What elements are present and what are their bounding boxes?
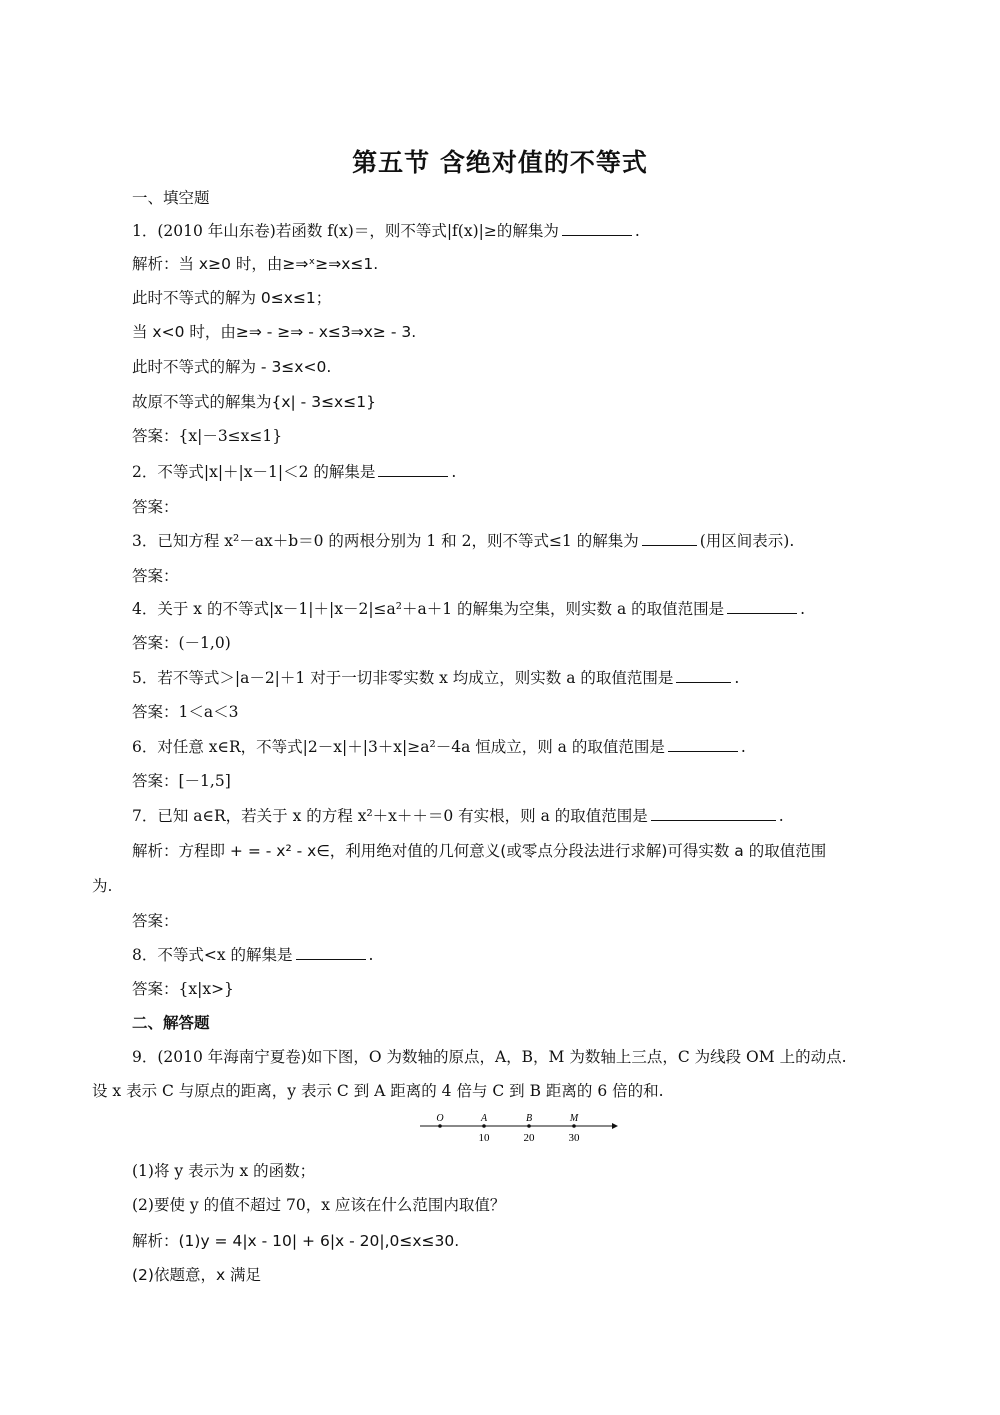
answer-blank [676,668,731,683]
answer-line: 答案： [132,567,179,585]
answer-line: 答案：{x|－3≤x≤1} [132,427,283,445]
analysis-line: 当 x<0 时，由≥⇒ - ≥⇒ - x≤3⇒x≥ - 3. [132,323,417,341]
analysis-line: 解析：方程即 + = - x² - x∈，利用绝对值的几何意义(或零点分段法进行求解)可得实数 a 的取值范围 [132,842,827,860]
period: . [734,669,740,687]
analysis-line: 此时不等式的解为 0≤x≤1； [132,289,332,307]
question-7-text: 7．已知 a∈R，若关于 x 的方程 x²＋x＋＋＝0 有实根，则 a 的取值范围是 [132,807,648,825]
question-1 [132,221,640,241]
answer-blank [668,737,738,752]
point-b [527,1124,531,1128]
tick-10: 10 [478,1132,490,1144]
question-8-text: 8．不等式<x 的解集是 [132,946,293,964]
period: . [800,600,806,618]
answer-line: 答案：[－1,5] [132,772,231,790]
tick-20: 20 [523,1132,535,1144]
question-6 [132,737,746,757]
answer-line: 答案： [132,912,179,930]
analysis-line: 故原不等式的解集为{x| - 3≤x≤1} [132,393,376,411]
label-m: M [569,1113,579,1124]
label-a: A [480,1113,488,1124]
number-line-figure [418,1110,618,1150]
answer-blank [727,599,797,614]
question-9-continuation: 设 x 表示 C 与原点的距离，y 表示 C 到 A 距离的 4 倍与 C 到 B 距离的 6 倍的和. [92,1082,664,1100]
question-4-text: 4．关于 x 的不等式|x－1|＋|x－2|≤a²＋a＋1 的解集为空集，则实数 a 的取值范围是 [132,600,725,618]
label-o: O [436,1113,444,1124]
answer-blank [296,945,366,960]
arrow-icon [612,1123,618,1129]
period: . [740,738,746,756]
analysis-line: 解析：(1)y = 4|x - 10| + 6|x - 20|,0≤x≤30. [132,1232,460,1250]
period: . [634,222,640,240]
question-7 [132,806,784,826]
period: . [778,807,784,825]
question-8 [132,945,373,965]
question-6-text: 6．对任意 x∈R，不等式|2－x|＋|3＋x|≥a²－4a 恒成立，则 a 的取值范围是 [132,738,665,756]
question-9: 9．(2010 年海南宁夏卷)如下图，O 为数轴的原点，A，B，M 为数轴上三点，C 为线段 OM 上的动点. [132,1048,847,1066]
period: . [451,463,457,481]
answer-blank [651,806,776,821]
answer-line: 答案： [132,498,179,516]
point-a [482,1124,486,1128]
answer-line: 答案：(－1,0) [132,634,231,652]
analysis-line: (2)依题意，x 满足 [132,1266,262,1284]
analysis-continuation: 为. [92,877,113,895]
question-3-text: 3．已知方程 x²－ax＋b＝0 的两根分别为 1 和 2，则不等式≤1 的解集为 [132,532,639,550]
answer-blank [378,462,448,477]
section-heading-solve: 二、解答题 [132,1013,210,1032]
question-1-text: 1．(2010 年山东卷)若函数 f(x)＝，则不等式|f(x)|≥的解集为 [132,222,559,240]
period: . [368,946,374,964]
question-3 [132,531,794,551]
analysis-line: 解析：当 x≥0 时，由≥⇒ˣ≥⇒x≤1. [132,255,379,273]
page-title: 第五节 含绝对值的不等式 [352,148,648,177]
answer-blank [642,531,697,546]
sub-question-2: (2)要使 y 的值不超过 70，x 应该在什么范围内取值？ [132,1196,506,1214]
question-5 [132,668,739,688]
question-5-text: 5．若不等式＞|a－2|＋1 对于一切非零实数 x 均成立，则实数 a 的取值范围是 [132,669,674,687]
question-2 [132,462,456,482]
point-o [438,1124,442,1128]
sub-question-1: (1)将 y 表示为 x 的函数； [132,1162,316,1180]
question-4 [132,599,805,619]
answer-line: 答案：{x|x>} [132,980,234,998]
analysis-line: 此时不等式的解为 - 3≤x<0. [132,358,332,376]
answer-blank [562,221,632,236]
question-2-text: 2．不等式|x|＋|x－1|＜2 的解集是 [132,463,376,481]
point-m [572,1124,576,1128]
answer-line: 答案：1＜a＜3 [132,703,239,721]
label-b: B [525,1113,533,1124]
question-3-suffix: (用区间表示). [699,532,795,550]
section-heading-fill-in: 一、填空题 [132,189,210,207]
tick-30: 30 [568,1132,580,1144]
